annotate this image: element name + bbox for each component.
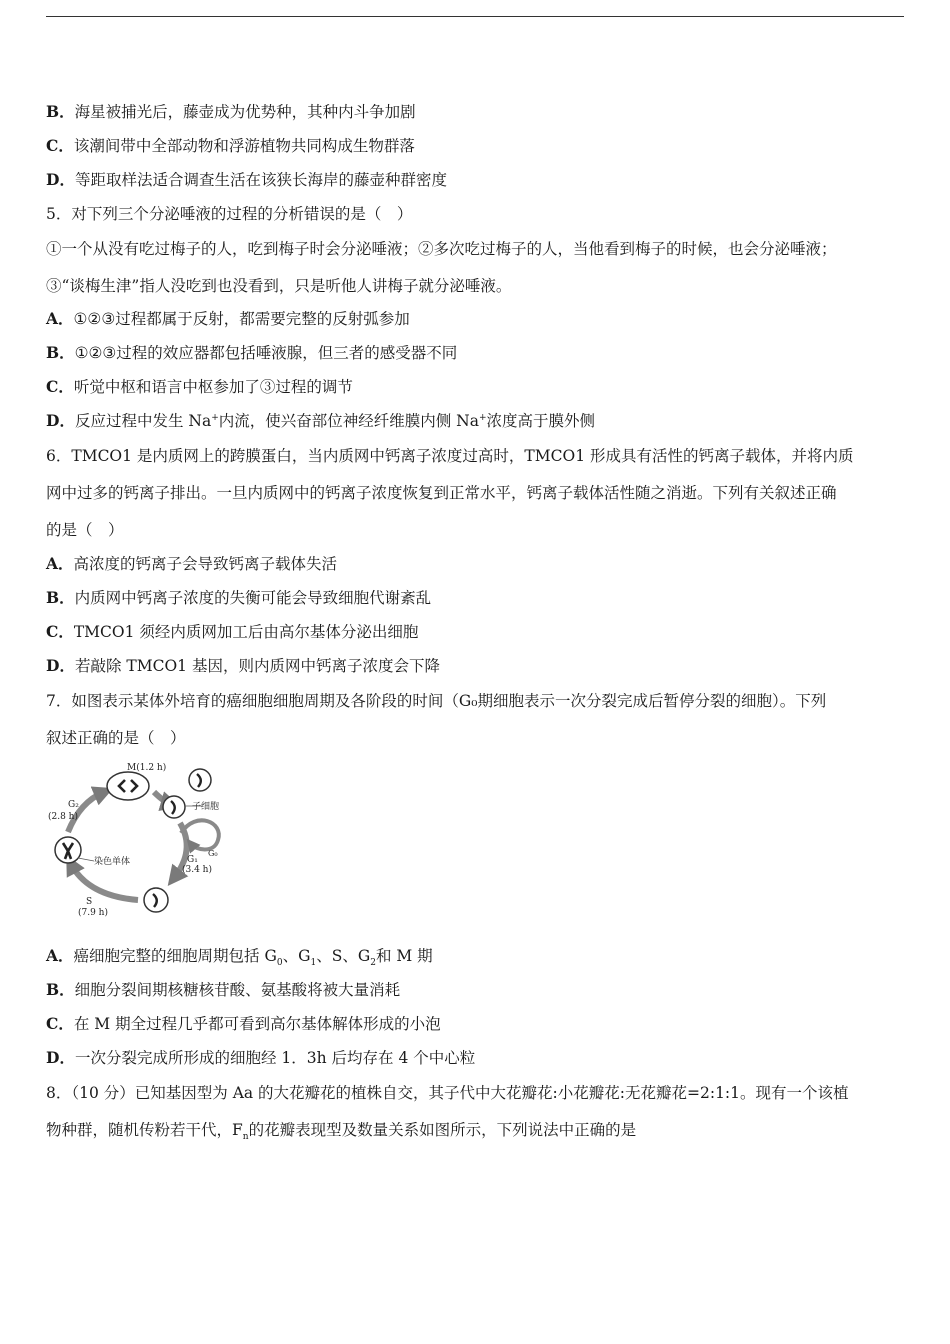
- q6-option-b: B．内质网中钙离子浓度的失衡可能会导致细胞代谢紊乱: [46, 588, 432, 607]
- q5-option-b: B．①②③过程的效应器都包括唾液腺，但三者的感受器不同: [46, 343, 458, 362]
- q7-option-a: A．癌细胞完整的细胞周期包括 $G_0$、$G_1$、S、$G_2$和 M 期: [46, 946, 433, 969]
- g1-label: G₁: [187, 855, 198, 865]
- q7-stem-line2: 叙述正确的是（ ）: [46, 729, 186, 747]
- q6-option-c: C．TMCO1 须经内质网加工后由高尔基体分泌出细胞: [46, 622, 419, 641]
- q6-option-a: A．高浓度的钙离子会导致钙离子载体失活: [46, 554, 338, 573]
- q6-stem-line2: 网中过多的钙离子排出。一旦内质网中的钙离子浓度恢复到正常水平，钙离子载体活性随之消逝。下列有关叙述正确: [46, 484, 837, 502]
- q7-option-c: C．在 M 期全过程几乎都可看到高尔基体解体形成的小泡: [46, 1014, 441, 1033]
- q4-option-c: C．该潮间带中全部动物和浮游植物共同构成生物群落: [46, 136, 415, 155]
- header-rule: [46, 16, 904, 17]
- q8-stem-line2: 物种群，随机传粉若干代，$F_n$的花瓣表现型及数量关系如图所示，下列说法中正确的是: [46, 1121, 637, 1143]
- g0-label: G₀: [208, 849, 218, 858]
- q4-option-b: B．海星被捕光后，藤壶成为优势种，其种内斗争加剧: [46, 102, 416, 121]
- q5-option-d: D．反应过程中发生 Na+内流，使兴奋部位神经纤维膜内侧 Na+浓度高于膜外侧: [46, 411, 596, 430]
- q7-option-b: B．细胞分裂间期核糖核苷酸、氨基酸将被大量消耗: [46, 980, 401, 999]
- q5-option-c: C．听觉中枢和语言中枢参加了③过程的调节: [46, 377, 353, 396]
- g1-time: (3.4 h): [182, 865, 212, 875]
- q4-option-d: D．等距取样法适合调查生活在该狭长海岸的藤壶种群密度: [46, 170, 447, 189]
- arrow-s-to-g2: [71, 864, 138, 900]
- m-phase-label: M(1.2 h): [127, 763, 167, 773]
- cell-cycle-figure: [46, 758, 236, 920]
- q6-stem-line3: 的是（ ）: [46, 521, 124, 539]
- daughter-cell-label: 子细胞: [192, 802, 220, 812]
- q6-option-d: D．若敲除 TMCO1 基因，则内质网中钙离子浓度会下降: [46, 656, 440, 675]
- q8-stem-line1: 8．（10 分）已知基因型为 Aa 的大花瓣花的植株自交，其子代中大花瓣花:小花瓣花:无花瓣花=2:1:1。现有一个该植: [46, 1084, 849, 1102]
- q6-stem-line1: 6．TMCO1 是内质网上的跨膜蛋白，当内质网中钙离子浓度过高时，TMCO1 形成具有活性的钙离子载体，并将内质: [46, 447, 854, 465]
- q5-option-a: A．①②③过程都属于反射，都需要完整的反射弧参加: [46, 309, 410, 328]
- m-phase-cell: [107, 772, 149, 800]
- s-time: (7.9 h): [78, 908, 108, 918]
- q5-stem: 5．对下列三个分泌唾液的过程的分析错误的是（ ）: [46, 205, 413, 223]
- s-label: S: [86, 897, 93, 907]
- chromatid-label: 染色单体: [94, 857, 131, 867]
- g2-label: G₂: [68, 800, 79, 810]
- q5-context-line1: ①一个从没有吃过梅子的人，吃到梅子时会分泌唾液；②多次吃过梅子的人，当他看到梅子的时候，也会分泌唾液；: [46, 240, 837, 258]
- q7-option-d: D．一次分裂完成所形成的细胞经 1．3h 后均存在 4 个中心粒: [46, 1048, 476, 1067]
- g2-time: (2.8 h): [48, 812, 78, 822]
- q5-context-line2: ③“谈梅生津”指人没吃到也没看到，只是听他人讲梅子就分泌唾液。: [46, 277, 512, 295]
- q7-stem-line1: 7．如图表示某体外培育的癌细胞细胞周期及各阶段的时间（G₀期细胞表示一次分裂完成后暂停分裂的细胞）。下列: [46, 692, 827, 710]
